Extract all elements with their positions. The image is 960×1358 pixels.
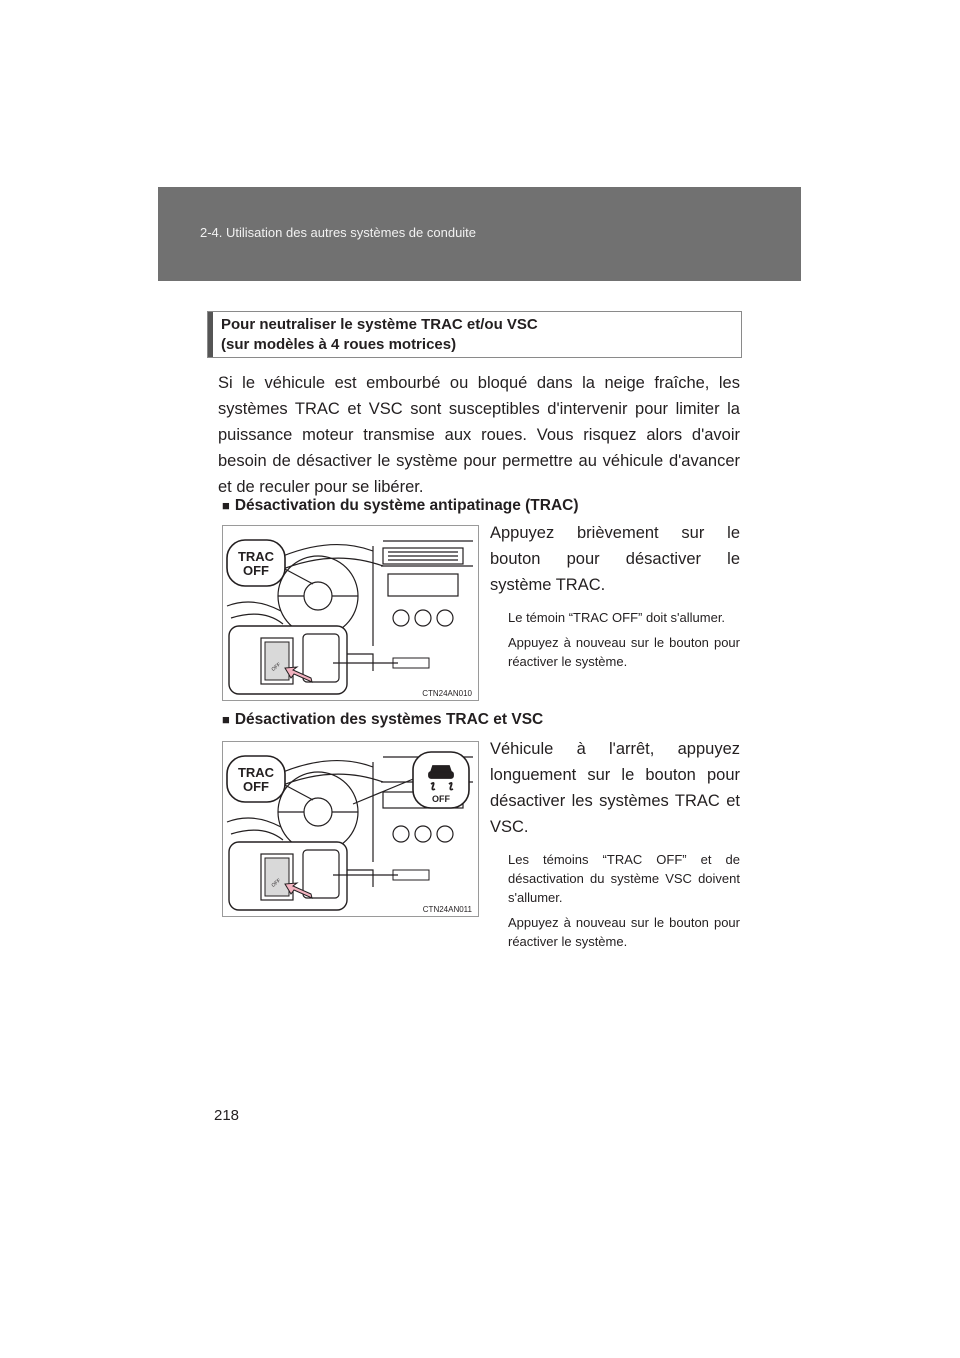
figure-code: CTN24AN011 <box>422 905 472 914</box>
figure-code: CTN24AN010 <box>422 689 472 698</box>
trac-indicator-line1: TRAC <box>237 549 275 564</box>
block-trac-text <box>490 520 740 671</box>
intro-paragraph: Si le véhicule est embourbé ou bloqué dans la neige fraîche, les systèmes TRAC et VSC sont susceptibles d'intervenir pour limiter la puissance moteur transmise aux roues. Vous risquez alors d'avoir besoin de désactiver le système pour permettre au véhicule d'avancer et de reculer pour se libérer. <box>218 374 740 496</box>
page-number: 218 <box>214 1107 240 1124</box>
section-title-line1: Pour neutraliser le système TRAC et/ou VSC <box>221 316 538 333</box>
block-trac-vsc-note2: Appuyez à nouveau sur le bouton pour réactiver le système. <box>508 915 740 949</box>
section-title-line2: (sur modèles à 4 roues motrices) <box>221 336 457 353</box>
button-off-label: OFF <box>270 877 283 889</box>
section-title <box>221 315 538 355</box>
trac-indicator-line2: OFF <box>243 779 269 794</box>
subheading-trac <box>222 497 579 515</box>
trac-indicator-line1: TRAC <box>237 765 275 780</box>
block-trac-vsc-note1: Les témoins “TRAC OFF” et de désactivation du système VSC doivent s'allumer. <box>508 852 740 905</box>
block-trac-note2: Appuyez à nouveau sur le bouton pour réactiver le système. <box>508 635 740 669</box>
subheading-trac-vsc <box>222 711 543 729</box>
block-trac-vsc-instruction: Véhicule à l'arrêt, appuyez longuement sur le bouton pour désactiver les systèmes TRAC et VSC. <box>490 740 740 836</box>
block-trac-instruction: Appuyez brièvement sur le bouton pour désactiver le système TRAC. <box>490 524 740 594</box>
square-bullet-icon: ■ <box>222 498 230 513</box>
section-title-bar <box>208 312 213 357</box>
section-title-box <box>207 311 742 358</box>
figure-trac-button <box>222 525 479 701</box>
subheading-trac-text: Désactivation du système antipatinage (TRAC) <box>234 497 579 514</box>
subheading-trac-vsc-text: Désactivation des systèmes TRAC et VSC <box>234 711 544 728</box>
chapter-breadcrumb: 2-4. Utilisation des autres systèmes de conduite <box>200 225 477 240</box>
block-trac-vsc-text <box>490 736 740 951</box>
chapter-header-band <box>158 187 801 281</box>
block-trac-note1: Le témoin “TRAC OFF” doit s'allumer. <box>508 610 726 625</box>
vsc-off-label: OFF <box>432 794 450 804</box>
trac-indicator-line2: OFF <box>243 563 269 578</box>
button-off-label: OFF <box>270 661 283 673</box>
square-bullet-icon: ■ <box>222 712 230 727</box>
figure-trac-vsc-button <box>222 741 479 917</box>
